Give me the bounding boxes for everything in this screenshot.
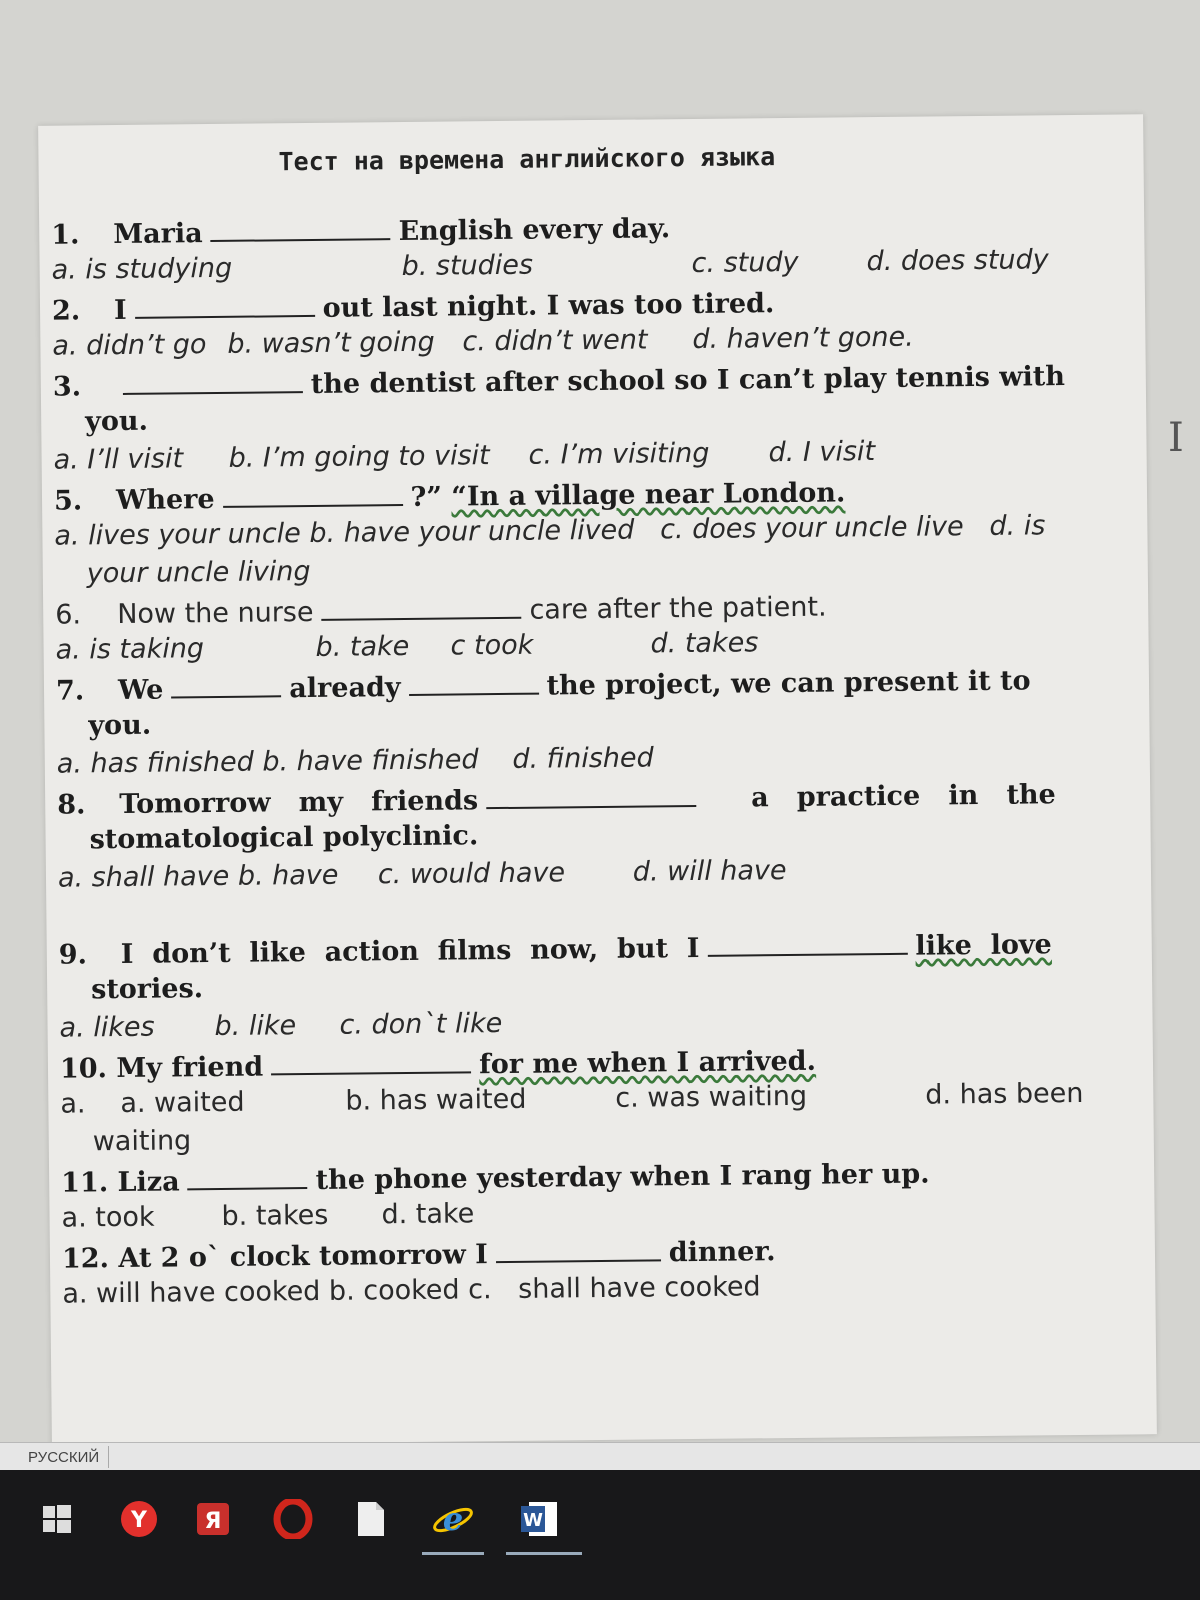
question-11-options: a. took b. takes d. take bbox=[61, 1198, 475, 1234]
language-indicator[interactable]: РУССКИЙ bbox=[28, 1449, 100, 1466]
ie-active-indicator bbox=[422, 1552, 484, 1555]
question-10-options-continuation: waiting bbox=[92, 1125, 192, 1158]
internet-explorer-icon[interactable] bbox=[432, 1498, 474, 1540]
yandex-letter: Я bbox=[204, 1509, 222, 1534]
yandex-icon[interactable] bbox=[192, 1498, 234, 1540]
answer-blank bbox=[134, 289, 314, 319]
answer-blank bbox=[123, 365, 303, 395]
word-icon[interactable] bbox=[518, 1498, 560, 1540]
question-8: 8. Tomorrow my friends a practice in the bbox=[57, 779, 1056, 821]
question-12-options: a. will have cooked b. cooked c. shall have cooked bbox=[62, 1271, 761, 1310]
answer-blank bbox=[210, 212, 390, 242]
question-7-continuation: you. bbox=[88, 709, 152, 742]
question-8-options: a. shall have b. have c. would have d. will have bbox=[57, 855, 787, 894]
question-2-options: a. didn’t go b. wasn’t going c. didn’t went d. haven’t gone. bbox=[52, 321, 914, 362]
question-9-options: a. likes b. like c. don`t like bbox=[59, 1008, 503, 1044]
answer-blank bbox=[321, 591, 521, 621]
taskbar bbox=[0, 1470, 1200, 1600]
answer-blank bbox=[707, 927, 907, 957]
file-icon[interactable] bbox=[350, 1498, 392, 1540]
question-7: 7. We already the project, we can present it to bbox=[55, 665, 1031, 707]
question-6-options: a. is taking b. take c took d. takes bbox=[55, 627, 759, 666]
question-2: 2. I out last night. I was too tired. bbox=[51, 288, 775, 327]
text-cursor-icon: I bbox=[1168, 415, 1184, 461]
question-1: 1. Maria English every day. bbox=[51, 213, 671, 251]
question-10: 10. My friend for me when I arrived. bbox=[59, 1045, 817, 1085]
question-9-continuation: stories. bbox=[91, 973, 204, 1006]
yandex-browser-icon[interactable] bbox=[118, 1498, 160, 1540]
answer-blank bbox=[187, 1161, 307, 1190]
question-6: 6. Now the nurse care after the patient. bbox=[55, 591, 827, 631]
answer-blank bbox=[271, 1045, 471, 1075]
yandex-browser-letter: Y bbox=[131, 1508, 147, 1533]
windows-start-icon[interactable] bbox=[36, 1498, 78, 1540]
svg-text:e: e bbox=[442, 1500, 464, 1538]
status-separator bbox=[108, 1446, 109, 1468]
answer-blank bbox=[486, 779, 696, 809]
question-3-continuation: you. bbox=[85, 405, 149, 438]
question-8-continuation: stomatological polyclinic. bbox=[89, 820, 479, 856]
question-11: 11. Liza the phone yesterday when I rang her up. bbox=[61, 1158, 930, 1199]
question-5-options-continuation: your uncle living bbox=[86, 555, 311, 590]
question-10-options: a. a. waited b. has waited c. was waiting d. has been bbox=[60, 1077, 1084, 1120]
answer-blank bbox=[171, 669, 281, 698]
question-1-options: a. is studying b. studies c. study d. does study bbox=[51, 244, 1049, 286]
question-3: 3. the dentist after school so I can’t play tennis with bbox=[52, 361, 1066, 403]
question-5-options: a. lives your uncle b. have your uncle lived c. does your uncle live d. is bbox=[54, 510, 1046, 552]
opera-icon[interactable] bbox=[272, 1498, 314, 1540]
status-bar bbox=[0, 1442, 1200, 1471]
question-5: 5. Where ?” “In a village near London. bbox=[53, 477, 846, 517]
word-letter: W bbox=[523, 1510, 543, 1531]
answer-blank bbox=[222, 478, 402, 508]
question-7-options: a. has finished b. have finished d. finished bbox=[56, 742, 654, 780]
question-12: 12. At 2 o` clock tomorrow I dinner. bbox=[62, 1228, 1135, 1276]
question-3-options: a. I’ll visit b. I’m going to visit c. I’m visiting d. I visit bbox=[53, 436, 876, 476]
question-9: 9. I don’t like action films now, but I like love bbox=[59, 924, 1132, 972]
answer-blank bbox=[496, 1233, 661, 1263]
word-active-indicator bbox=[506, 1552, 582, 1555]
answer-blank bbox=[408, 667, 538, 696]
document-title: Тест на времена английского языка bbox=[278, 142, 776, 177]
document-page[interactable] bbox=[38, 114, 1157, 1445]
